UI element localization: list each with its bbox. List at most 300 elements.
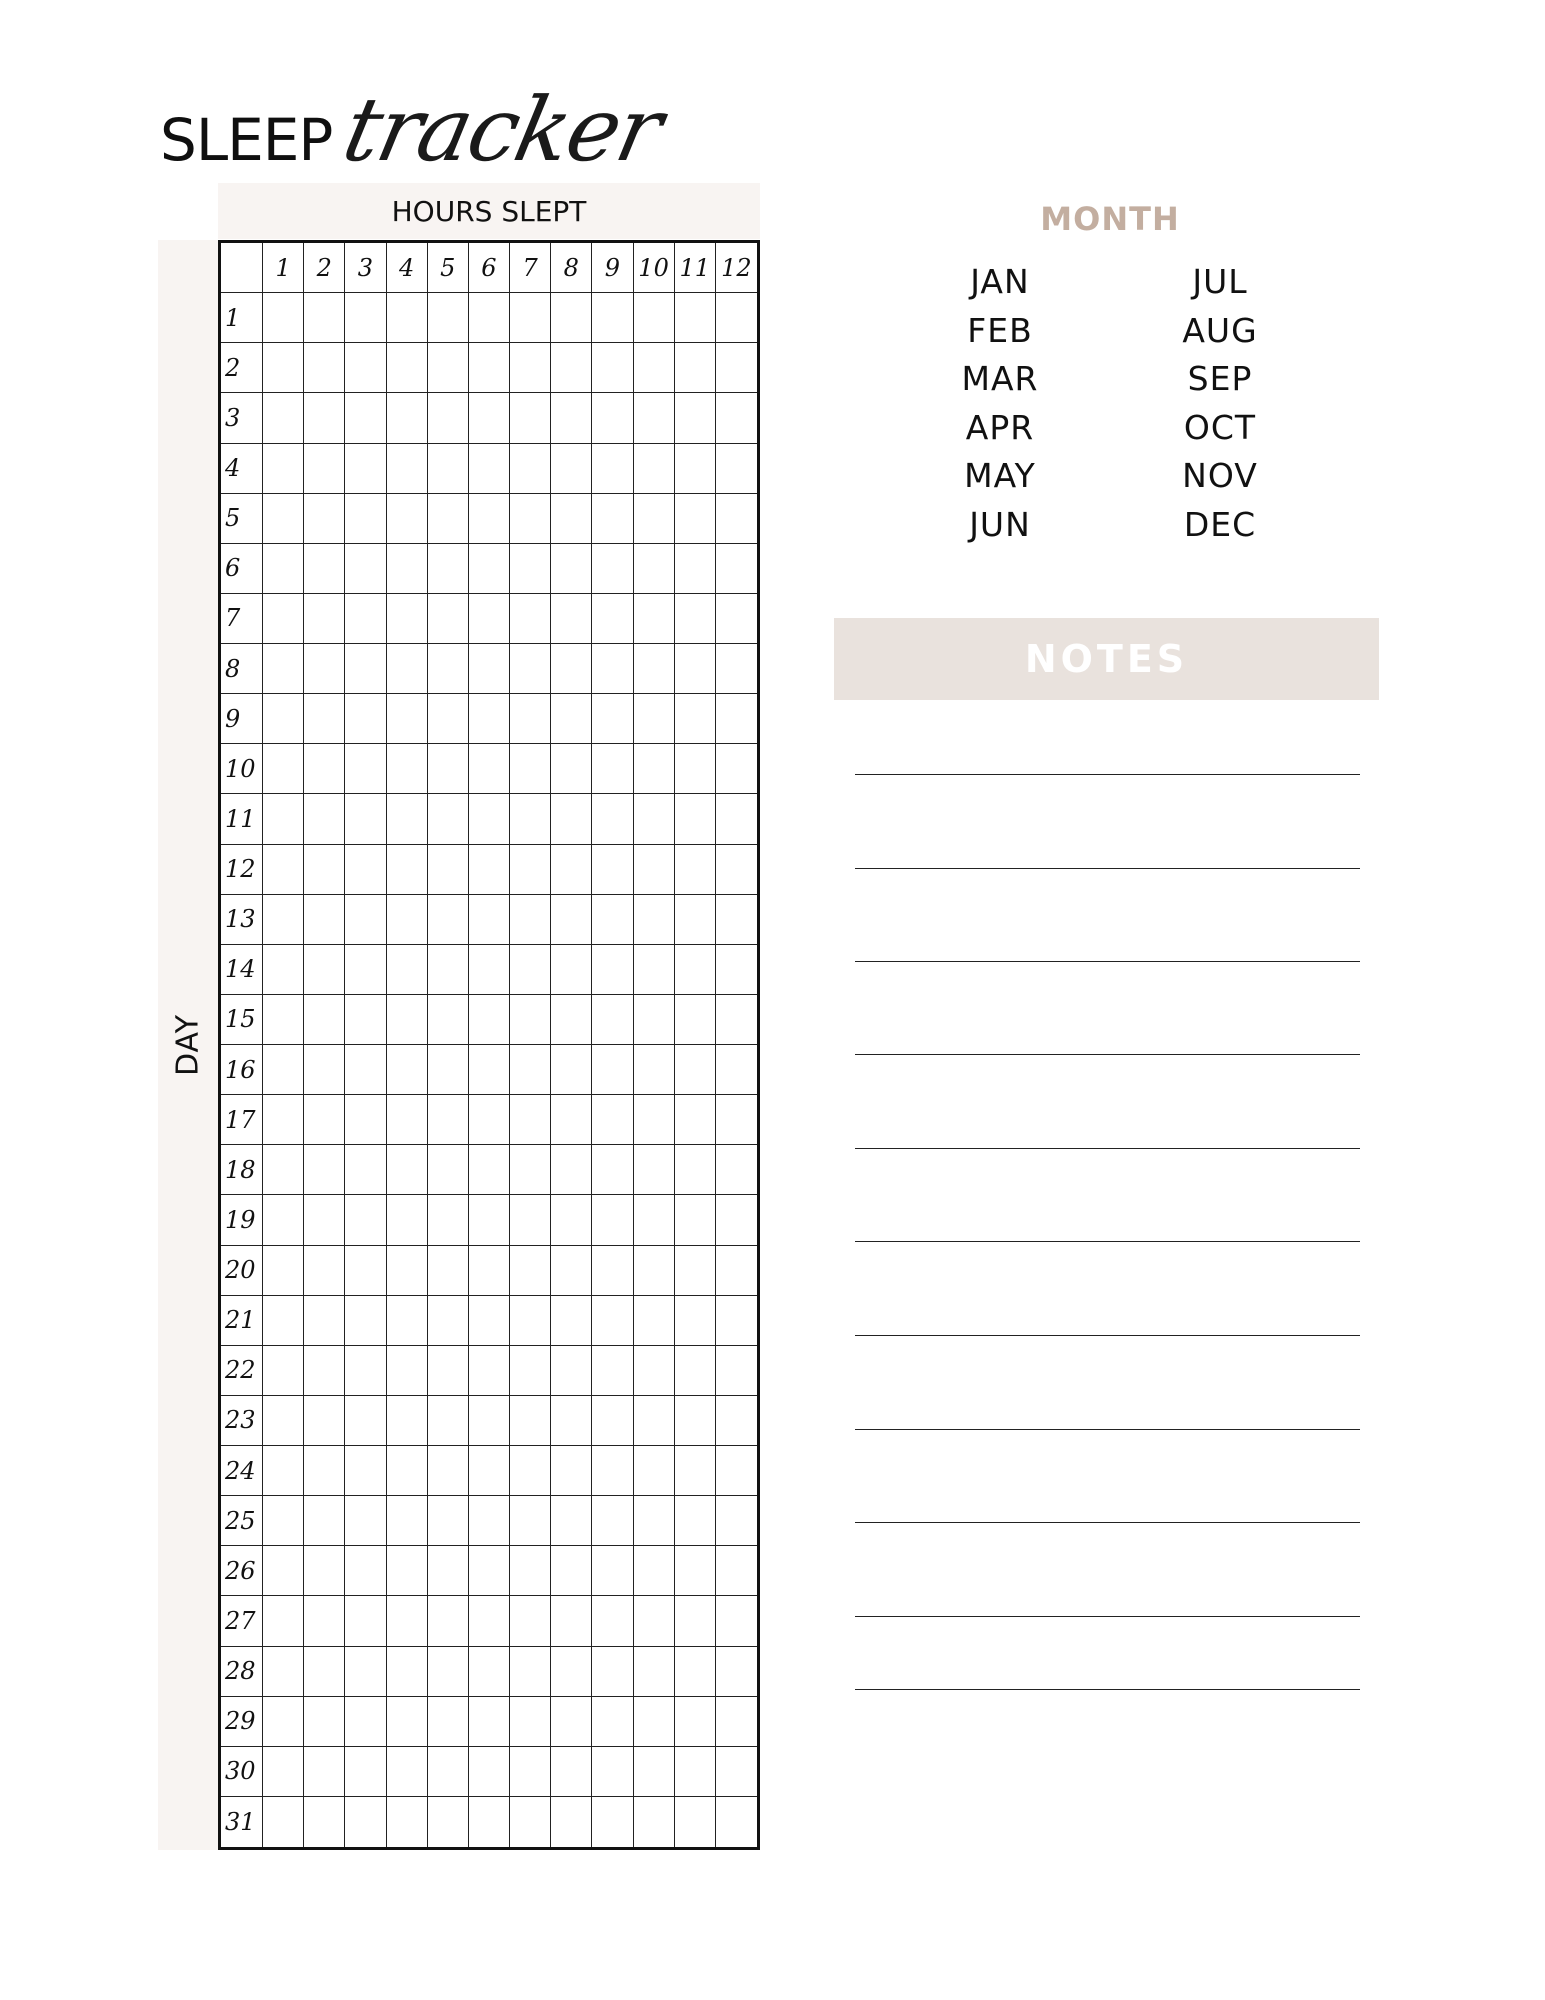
grid-cell[interactable] <box>387 293 428 343</box>
grid-cell[interactable] <box>304 694 345 744</box>
grid-cell[interactable] <box>634 1797 675 1847</box>
note-line[interactable] <box>855 1429 1360 1430</box>
grid-cell[interactable] <box>263 1246 304 1296</box>
grid-cell[interactable] <box>716 744 757 794</box>
grid-cell[interactable] <box>387 343 428 393</box>
grid-cell[interactable] <box>592 1496 633 1546</box>
note-line[interactable] <box>855 868 1360 869</box>
grid-cell[interactable] <box>592 594 633 644</box>
grid-cell[interactable] <box>634 995 675 1045</box>
month-option[interactable]: DEC <box>1183 504 1257 544</box>
grid-cell[interactable] <box>716 594 757 644</box>
grid-cell[interactable] <box>263 594 304 644</box>
grid-cell[interactable] <box>304 1095 345 1145</box>
grid-cell[interactable] <box>428 694 469 744</box>
month-option[interactable]: NOV <box>1182 456 1258 495</box>
grid-cell[interactable] <box>345 594 386 644</box>
grid-cell[interactable] <box>592 945 633 995</box>
grid-cell[interactable] <box>345 1246 386 1296</box>
grid-cell[interactable] <box>551 1045 592 1095</box>
grid-cell[interactable] <box>551 343 592 393</box>
grid-cell[interactable] <box>263 644 304 694</box>
grid-cell[interactable] <box>263 1697 304 1747</box>
grid-cell[interactable] <box>510 694 551 744</box>
grid-cell[interactable] <box>263 393 304 443</box>
grid-cell[interactable] <box>263 895 304 945</box>
grid-cell[interactable] <box>510 1546 551 1596</box>
grid-cell[interactable] <box>345 393 386 443</box>
grid-cell[interactable] <box>634 1145 675 1195</box>
grid-cell[interactable] <box>675 1045 716 1095</box>
grid-cell[interactable] <box>387 995 428 1045</box>
grid-cell[interactable] <box>510 594 551 644</box>
grid-cell[interactable] <box>345 1797 386 1847</box>
grid-cell[interactable] <box>345 1095 386 1145</box>
grid-cell[interactable] <box>716 1546 757 1596</box>
grid-cell[interactable] <box>551 444 592 494</box>
grid-cell[interactable] <box>510 1596 551 1646</box>
month-option[interactable]: JUN <box>969 504 1031 544</box>
grid-cell[interactable] <box>592 995 633 1045</box>
grid-cell[interactable] <box>675 393 716 443</box>
grid-cell[interactable] <box>304 544 345 594</box>
grid-cell[interactable] <box>469 1095 510 1145</box>
grid-cell[interactable] <box>304 945 345 995</box>
grid-cell[interactable] <box>387 444 428 494</box>
grid-cell[interactable] <box>469 1496 510 1546</box>
grid-cell[interactable] <box>716 1095 757 1145</box>
grid-cell[interactable] <box>551 794 592 844</box>
grid-cell[interactable] <box>428 1697 469 1747</box>
grid-cell[interactable] <box>469 1396 510 1446</box>
grid-cell[interactable] <box>551 945 592 995</box>
grid-cell[interactable] <box>551 1195 592 1245</box>
grid-cell[interactable] <box>592 1296 633 1346</box>
grid-cell[interactable] <box>634 1246 675 1296</box>
grid-cell[interactable] <box>551 1145 592 1195</box>
grid-cell[interactable] <box>634 1647 675 1697</box>
grid-cell[interactable] <box>345 1546 386 1596</box>
grid-cell[interactable] <box>634 694 675 744</box>
grid-cell[interactable] <box>551 1496 592 1546</box>
grid-cell[interactable] <box>592 1145 633 1195</box>
grid-cell[interactable] <box>592 1797 633 1847</box>
grid-cell[interactable] <box>551 1246 592 1296</box>
grid-cell[interactable] <box>263 1396 304 1446</box>
grid-cell[interactable] <box>675 1296 716 1346</box>
grid-cell[interactable] <box>551 845 592 895</box>
grid-cell[interactable] <box>428 1596 469 1646</box>
grid-cell[interactable] <box>469 544 510 594</box>
grid-cell[interactable] <box>675 544 716 594</box>
grid-cell[interactable] <box>387 393 428 443</box>
grid-cell[interactable] <box>592 1446 633 1496</box>
grid-cell[interactable] <box>716 1346 757 1396</box>
grid-cell[interactable] <box>510 744 551 794</box>
grid-cell[interactable] <box>345 444 386 494</box>
grid-cell[interactable] <box>387 1797 428 1847</box>
grid-cell[interactable] <box>716 1697 757 1747</box>
note-line[interactable] <box>855 1335 1360 1336</box>
grid-cell[interactable] <box>675 945 716 995</box>
grid-cell[interactable] <box>675 995 716 1045</box>
grid-cell[interactable] <box>551 1396 592 1446</box>
grid-cell[interactable] <box>675 845 716 895</box>
grid-cell[interactable] <box>716 444 757 494</box>
month-option[interactable]: FEB <box>967 310 1033 350</box>
grid-cell[interactable] <box>510 1747 551 1797</box>
grid-cell[interactable] <box>469 1697 510 1747</box>
grid-cell[interactable] <box>345 1346 386 1396</box>
grid-cell[interactable] <box>469 1145 510 1195</box>
grid-cell[interactable] <box>469 1596 510 1646</box>
grid-cell[interactable] <box>428 1647 469 1697</box>
grid-cell[interactable] <box>675 1246 716 1296</box>
grid-cell[interactable] <box>304 1446 345 1496</box>
grid-cell[interactable] <box>428 1346 469 1396</box>
grid-cell[interactable] <box>716 1145 757 1195</box>
grid-cell[interactable] <box>387 1346 428 1396</box>
grid-cell[interactable] <box>634 1446 675 1496</box>
grid-cell[interactable] <box>345 1296 386 1346</box>
grid-cell[interactable] <box>675 1195 716 1245</box>
grid-cell[interactable] <box>675 444 716 494</box>
grid-cell[interactable] <box>675 1647 716 1697</box>
month-option[interactable]: SEP <box>1187 359 1253 398</box>
grid-cell[interactable] <box>675 343 716 393</box>
grid-cell[interactable] <box>716 1496 757 1546</box>
grid-cell[interactable] <box>345 845 386 895</box>
grid-cell[interactable] <box>304 1797 345 1847</box>
grid-cell[interactable] <box>634 594 675 644</box>
grid-cell[interactable] <box>469 644 510 694</box>
grid-cell[interactable] <box>592 1596 633 1646</box>
grid-cell[interactable] <box>551 1296 592 1346</box>
note-line[interactable] <box>855 1689 1360 1690</box>
grid-cell[interactable] <box>716 794 757 844</box>
grid-cell[interactable] <box>592 1045 633 1095</box>
grid-cell[interactable] <box>634 393 675 443</box>
grid-cell[interactable] <box>592 1346 633 1396</box>
grid-cell[interactable] <box>263 1095 304 1145</box>
grid-cell[interactable] <box>263 1446 304 1496</box>
grid-cell[interactable] <box>510 343 551 393</box>
grid-cell[interactable] <box>634 744 675 794</box>
grid-cell[interactable] <box>510 1396 551 1446</box>
grid-cell[interactable] <box>345 644 386 694</box>
grid-cell[interactable] <box>675 1596 716 1646</box>
grid-cell[interactable] <box>510 1446 551 1496</box>
grid-cell[interactable] <box>716 1446 757 1496</box>
note-line[interactable] <box>855 1616 1360 1617</box>
grid-cell[interactable] <box>263 744 304 794</box>
grid-cell[interactable] <box>304 1045 345 1095</box>
grid-cell[interactable] <box>387 1396 428 1446</box>
grid-cell[interactable] <box>387 1296 428 1346</box>
grid-cell[interactable] <box>551 494 592 544</box>
grid-cell[interactable] <box>634 1496 675 1546</box>
grid-cell[interactable] <box>716 1045 757 1095</box>
grid-cell[interactable] <box>387 1596 428 1646</box>
grid-cell[interactable] <box>716 1647 757 1697</box>
grid-cell[interactable] <box>716 995 757 1045</box>
grid-cell[interactable] <box>716 644 757 694</box>
month-option[interactable]: MAY <box>964 456 1036 495</box>
grid-cell[interactable] <box>716 1195 757 1245</box>
grid-cell[interactable] <box>469 845 510 895</box>
grid-cell[interactable] <box>345 694 386 744</box>
grid-cell[interactable] <box>304 794 345 844</box>
grid-cell[interactable] <box>675 1797 716 1847</box>
grid-cell[interactable] <box>345 1647 386 1697</box>
grid-cell[interactable] <box>510 1246 551 1296</box>
grid-cell[interactable] <box>592 343 633 393</box>
grid-cell[interactable] <box>510 1095 551 1145</box>
grid-cell[interactable] <box>387 594 428 644</box>
grid-cell[interactable] <box>634 895 675 945</box>
grid-cell[interactable] <box>469 393 510 443</box>
grid-cell[interactable] <box>304 594 345 644</box>
grid-cell[interactable] <box>387 544 428 594</box>
note-line[interactable] <box>855 1148 1360 1149</box>
grid-cell[interactable] <box>387 1095 428 1145</box>
grid-cell[interactable] <box>469 1446 510 1496</box>
grid-cell[interactable] <box>592 644 633 694</box>
grid-cell[interactable] <box>634 1396 675 1446</box>
grid-cell[interactable] <box>510 444 551 494</box>
grid-cell[interactable] <box>510 1647 551 1697</box>
month-option[interactable]: AUG <box>1182 310 1258 350</box>
grid-cell[interactable] <box>387 845 428 895</box>
grid-cell[interactable] <box>510 544 551 594</box>
grid-cell[interactable] <box>716 845 757 895</box>
grid-cell[interactable] <box>304 444 345 494</box>
grid-cell[interactable] <box>675 1346 716 1396</box>
grid-cell[interactable] <box>592 895 633 945</box>
grid-cell[interactable] <box>304 1747 345 1797</box>
grid-cell[interactable] <box>510 845 551 895</box>
grid-cell[interactable] <box>716 293 757 343</box>
grid-cell[interactable] <box>510 393 551 443</box>
grid-cell[interactable] <box>428 1246 469 1296</box>
grid-cell[interactable] <box>428 1396 469 1446</box>
grid-cell[interactable] <box>592 794 633 844</box>
grid-cell[interactable] <box>634 1045 675 1095</box>
grid-cell[interactable] <box>592 1095 633 1145</box>
grid-cell[interactable] <box>675 694 716 744</box>
grid-cell[interactable] <box>469 1346 510 1396</box>
grid-cell[interactable] <box>716 1296 757 1346</box>
grid-cell[interactable] <box>387 1496 428 1546</box>
grid-cell[interactable] <box>551 895 592 945</box>
grid-cell[interactable] <box>716 694 757 744</box>
grid-cell[interactable] <box>263 1296 304 1346</box>
grid-cell[interactable] <box>592 845 633 895</box>
grid-cell[interactable] <box>675 1747 716 1797</box>
grid-cell[interactable] <box>387 1045 428 1095</box>
grid-cell[interactable] <box>716 494 757 544</box>
grid-cell[interactable] <box>387 1145 428 1195</box>
grid-cell[interactable] <box>592 1246 633 1296</box>
grid-cell[interactable] <box>510 1296 551 1346</box>
grid-cell[interactable] <box>387 644 428 694</box>
grid-cell[interactable] <box>263 1596 304 1646</box>
grid-cell[interactable] <box>345 293 386 343</box>
grid-cell[interactable] <box>304 1246 345 1296</box>
grid-cell[interactable] <box>675 1095 716 1145</box>
grid-cell[interactable] <box>345 544 386 594</box>
grid-cell[interactable] <box>716 1797 757 1847</box>
month-option[interactable]: JAN <box>970 262 1030 301</box>
grid-cell[interactable] <box>428 544 469 594</box>
grid-cell[interactable] <box>428 744 469 794</box>
grid-cell[interactable] <box>551 393 592 443</box>
grid-cell[interactable] <box>634 1296 675 1346</box>
grid-cell[interactable] <box>675 293 716 343</box>
grid-cell[interactable] <box>387 945 428 995</box>
grid-cell[interactable] <box>469 1747 510 1797</box>
grid-cell[interactable] <box>469 494 510 544</box>
month-option[interactable]: OCT <box>1183 407 1257 447</box>
grid-cell[interactable] <box>469 694 510 744</box>
grid-cell[interactable] <box>675 1546 716 1596</box>
grid-cell[interactable] <box>428 1095 469 1145</box>
grid-cell[interactable] <box>634 293 675 343</box>
grid-cell[interactable] <box>469 1246 510 1296</box>
grid-cell[interactable] <box>345 1195 386 1245</box>
grid-cell[interactable] <box>551 1697 592 1747</box>
grid-cell[interactable] <box>304 1346 345 1396</box>
grid-cell[interactable] <box>592 1697 633 1747</box>
grid-cell[interactable] <box>387 1246 428 1296</box>
note-line[interactable] <box>855 1241 1360 1242</box>
grid-cell[interactable] <box>263 343 304 393</box>
grid-cell[interactable] <box>263 1546 304 1596</box>
grid-cell[interactable] <box>469 594 510 644</box>
grid-cell[interactable] <box>634 1747 675 1797</box>
grid-cell[interactable] <box>304 1195 345 1245</box>
grid-cell[interactable] <box>345 1496 386 1546</box>
grid-cell[interactable] <box>345 1145 386 1195</box>
grid-cell[interactable] <box>387 1546 428 1596</box>
grid-cell[interactable] <box>469 1546 510 1596</box>
grid-cell[interactable] <box>428 995 469 1045</box>
grid-cell[interactable] <box>592 744 633 794</box>
grid-cell[interactable] <box>387 694 428 744</box>
grid-cell[interactable] <box>469 293 510 343</box>
grid-cell[interactable] <box>634 494 675 544</box>
grid-cell[interactable] <box>304 343 345 393</box>
grid-cell[interactable] <box>634 644 675 694</box>
month-option[interactable]: JUL <box>1192 262 1248 301</box>
grid-cell[interactable] <box>510 1195 551 1245</box>
note-line[interactable] <box>855 774 1360 775</box>
grid-cell[interactable] <box>304 1496 345 1546</box>
grid-cell[interactable] <box>428 1446 469 1496</box>
grid-cell[interactable] <box>592 1647 633 1697</box>
grid-cell[interactable] <box>428 343 469 393</box>
grid-cell[interactable] <box>304 1647 345 1697</box>
grid-cell[interactable] <box>551 1596 592 1646</box>
grid-cell[interactable] <box>716 393 757 443</box>
grid-cell[interactable] <box>675 1145 716 1195</box>
grid-cell[interactable] <box>263 1797 304 1847</box>
grid-cell[interactable] <box>469 995 510 1045</box>
grid-cell[interactable] <box>304 1396 345 1446</box>
grid-cell[interactable] <box>428 1797 469 1847</box>
grid-cell[interactable] <box>304 845 345 895</box>
grid-cell[interactable] <box>634 945 675 995</box>
grid-cell[interactable] <box>428 794 469 844</box>
grid-cell[interactable] <box>304 293 345 343</box>
grid-cell[interactable] <box>551 995 592 1045</box>
grid-cell[interactable] <box>345 494 386 544</box>
grid-cell[interactable] <box>551 544 592 594</box>
grid-cell[interactable] <box>716 1246 757 1296</box>
grid-cell[interactable] <box>345 945 386 995</box>
grid-cell[interactable] <box>510 644 551 694</box>
grid-cell[interactable] <box>345 343 386 393</box>
grid-cell[interactable] <box>469 1195 510 1245</box>
grid-cell[interactable] <box>716 1396 757 1446</box>
grid-cell[interactable] <box>428 845 469 895</box>
grid-cell[interactable] <box>510 1145 551 1195</box>
grid-cell[interactable] <box>387 1195 428 1245</box>
grid-cell[interactable] <box>510 1797 551 1847</box>
grid-cell[interactable] <box>428 1546 469 1596</box>
grid-cell[interactable] <box>551 644 592 694</box>
grid-cell[interactable] <box>634 1095 675 1145</box>
grid-cell[interactable] <box>263 1045 304 1095</box>
grid-cell[interactable] <box>428 1747 469 1797</box>
grid-cell[interactable] <box>387 744 428 794</box>
grid-cell[interactable] <box>428 444 469 494</box>
grid-cell[interactable] <box>345 744 386 794</box>
grid-cell[interactable] <box>345 1045 386 1095</box>
grid-cell[interactable] <box>263 1346 304 1396</box>
grid-cell[interactable] <box>510 794 551 844</box>
grid-cell[interactable] <box>304 1546 345 1596</box>
grid-cell[interactable] <box>634 1697 675 1747</box>
grid-cell[interactable] <box>716 1747 757 1797</box>
grid-cell[interactable] <box>592 1195 633 1245</box>
grid-cell[interactable] <box>592 1546 633 1596</box>
grid-cell[interactable] <box>592 694 633 744</box>
grid-cell[interactable] <box>551 1346 592 1396</box>
grid-cell[interactable] <box>716 895 757 945</box>
grid-cell[interactable] <box>592 544 633 594</box>
grid-cell[interactable] <box>263 1496 304 1546</box>
grid-cell[interactable] <box>428 1045 469 1095</box>
grid-cell[interactable] <box>675 494 716 544</box>
grid-cell[interactable] <box>304 1596 345 1646</box>
grid-cell[interactable] <box>345 794 386 844</box>
grid-cell[interactable] <box>510 1496 551 1546</box>
grid-cell[interactable] <box>634 794 675 844</box>
grid-cell[interactable] <box>304 494 345 544</box>
grid-cell[interactable] <box>716 945 757 995</box>
grid-cell[interactable] <box>428 945 469 995</box>
grid-cell[interactable] <box>551 1747 592 1797</box>
grid-cell[interactable] <box>675 895 716 945</box>
grid-cell[interactable] <box>716 544 757 594</box>
grid-cell[interactable] <box>510 1697 551 1747</box>
grid-cell[interactable] <box>428 594 469 644</box>
grid-cell[interactable] <box>387 494 428 544</box>
grid-cell[interactable] <box>551 1446 592 1496</box>
grid-cell[interactable] <box>387 1697 428 1747</box>
grid-cell[interactable] <box>304 1697 345 1747</box>
